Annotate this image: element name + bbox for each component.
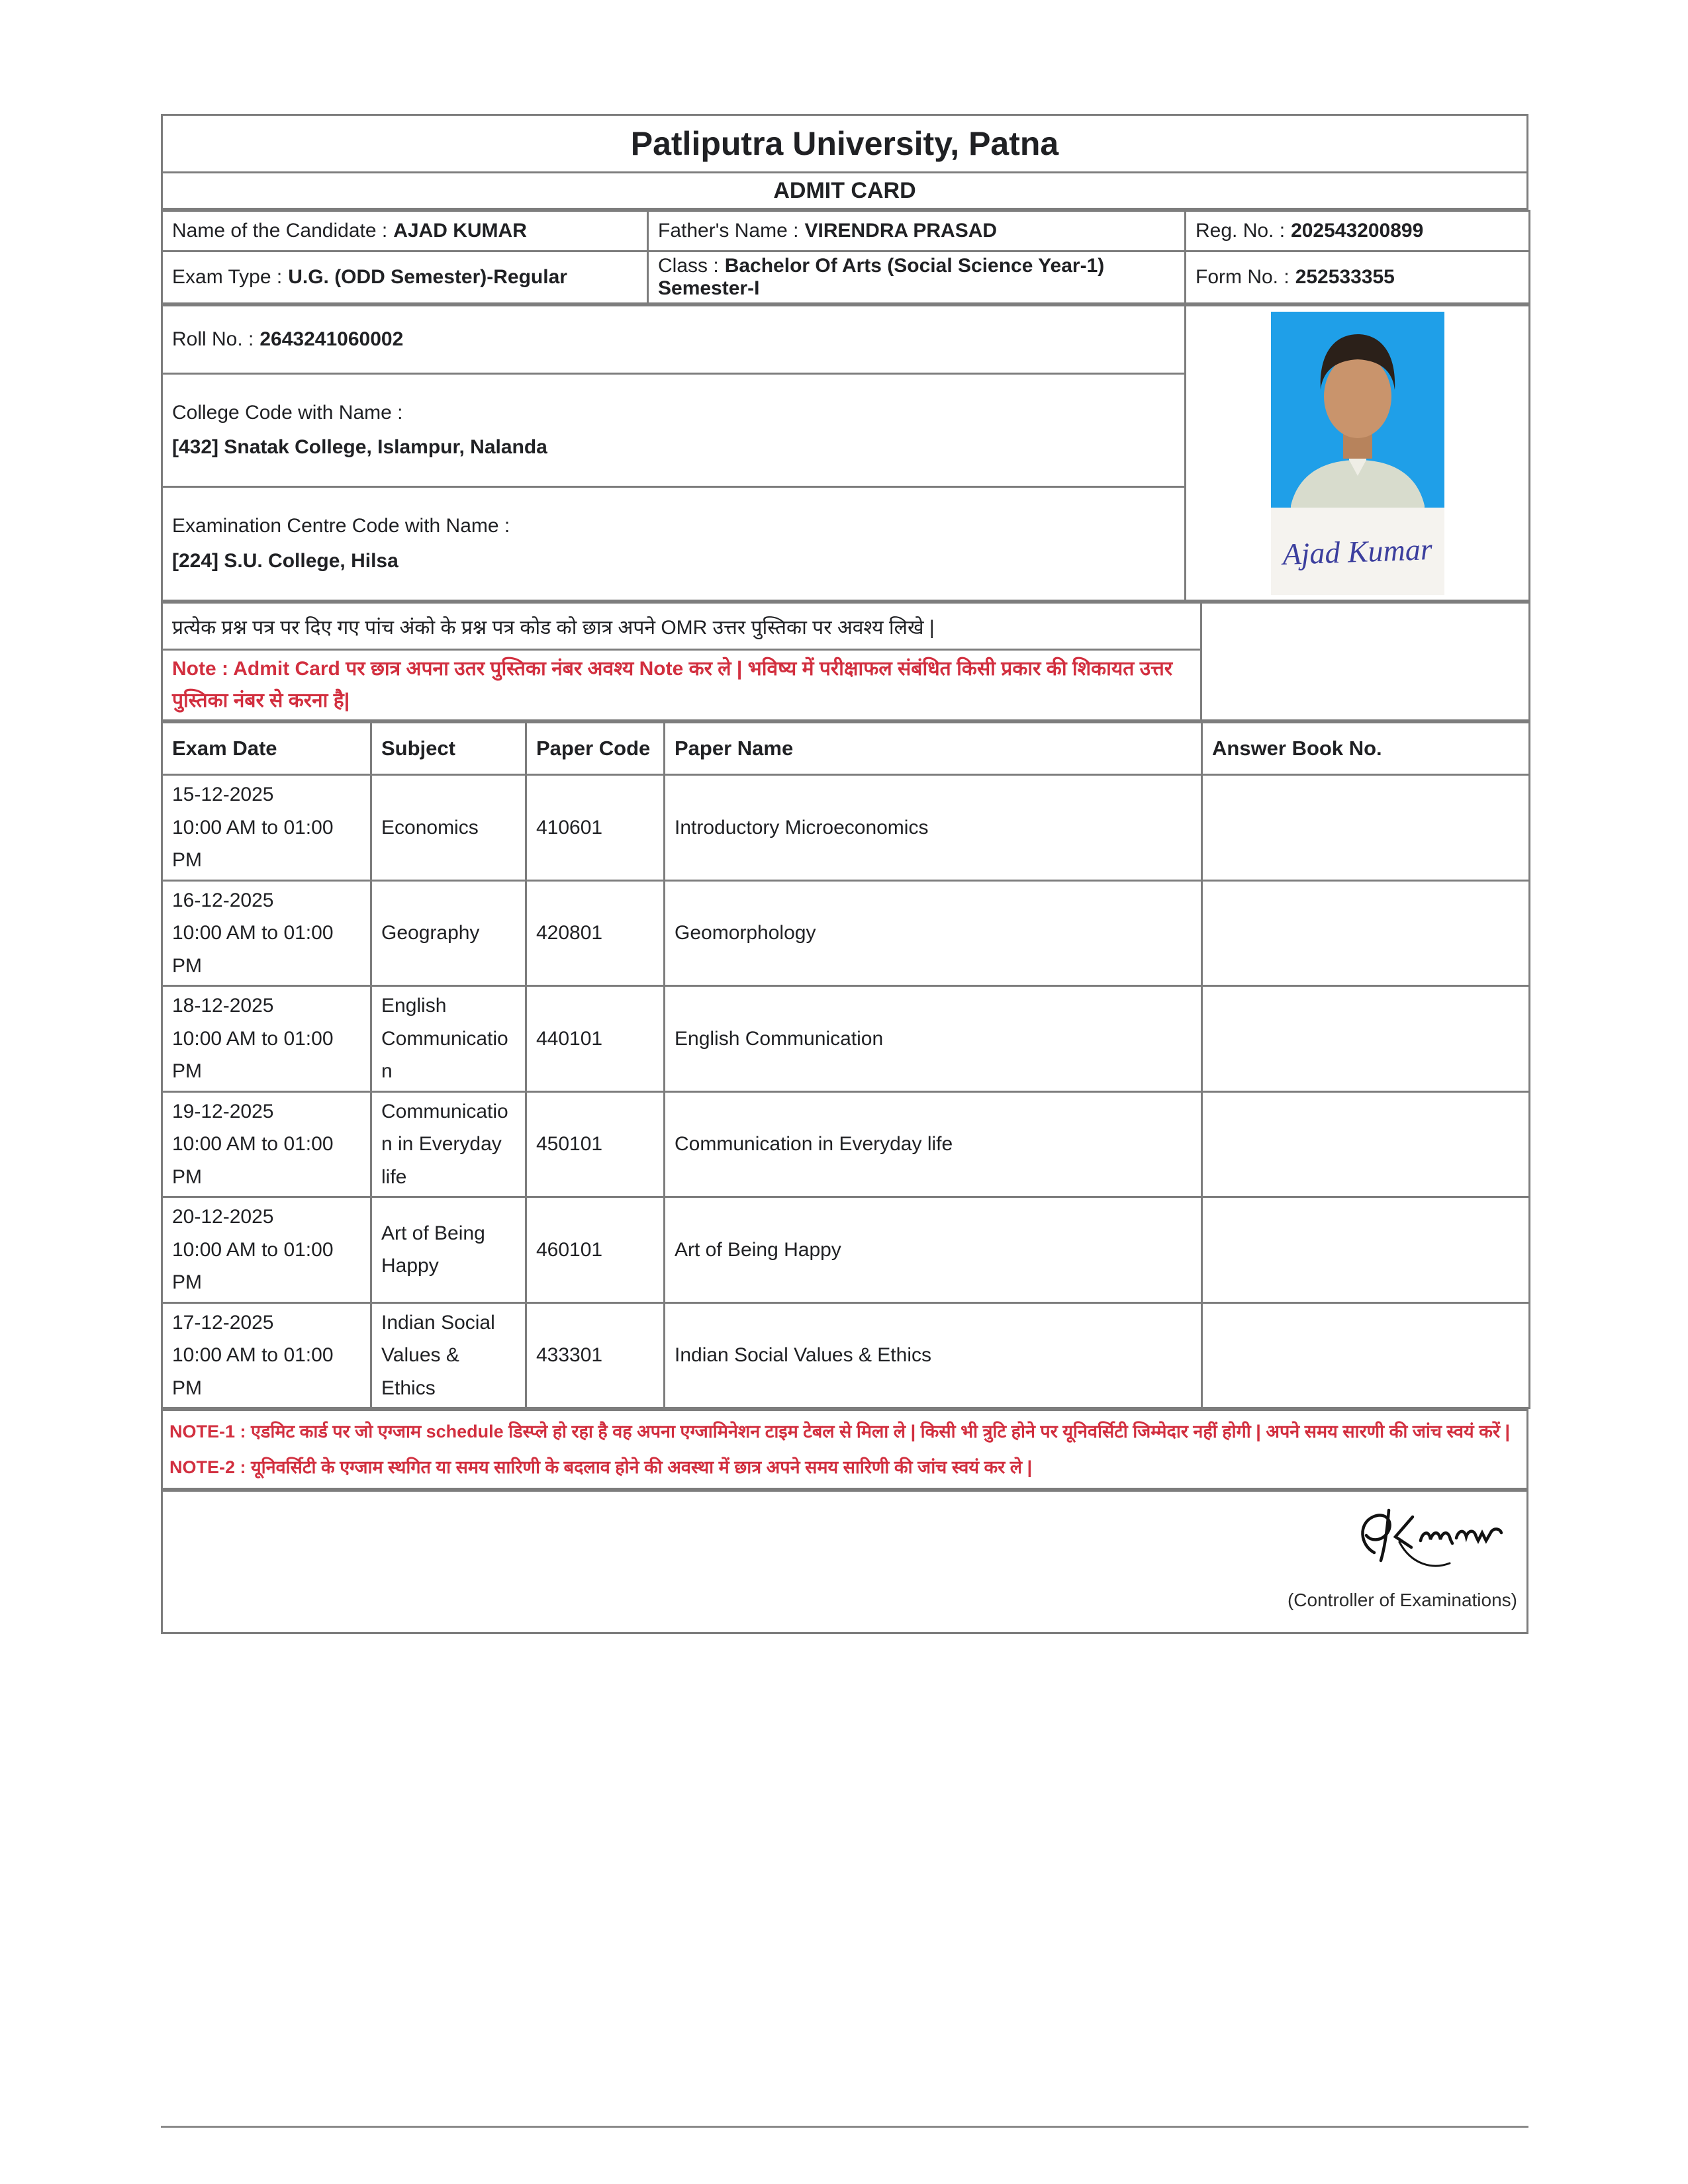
reg-no-cell: [1186, 211, 1530, 251]
col-header-answer-book-no: Answer Book No.: [1202, 723, 1530, 775]
subject-cell: Indian Social Values & Ethics: [371, 1302, 526, 1408]
controller-of-examinations-label: (Controller of Examinations): [1287, 1590, 1517, 1610]
paper-name-cell: English Communication: [665, 986, 1202, 1092]
paper-code-cell: 440101: [526, 986, 665, 1092]
red-note-text: Note : Admit Card पर छात्र अपना उतर पुस्तिका नंबर अवश्य Note कर ले | भविष्य में परीक्षाफल संबंधित किसी प्रकार की शिकायत उत्तर पुस्तिका नंबर से करना है|: [162, 650, 1201, 721]
college-cell: [162, 374, 1186, 487]
candidate-name-label: Name of the Candidate :: [172, 220, 388, 242]
signature-cell: [162, 1491, 1528, 1633]
roll-no-label: Roll No. :: [172, 328, 254, 350]
exam-type-value: U.G. (ODD Semester)-Regular: [288, 266, 567, 288]
reg-no-label: Reg. No. :: [1196, 220, 1286, 242]
paper-name-cell: Communication in Everyday life: [665, 1091, 1202, 1197]
form-no-value: 252533355: [1295, 266, 1395, 288]
class-cell: [648, 251, 1186, 304]
schedule-row: [162, 986, 1530, 1092]
signature-table: [161, 1490, 1528, 1634]
controller-signature: [1352, 1504, 1517, 1575]
father-name-value: VIRENDRA PRASAD: [804, 220, 998, 242]
exam-date-cell: 20-12-2025 10:00 AM to 01:00 PM: [162, 1197, 371, 1303]
reg-no-value: 202543200899: [1291, 220, 1424, 242]
answer-book-no-cell: [1202, 1302, 1530, 1408]
answer-book-no-cell: [1202, 986, 1530, 1092]
paper-name-cell: Geomorphology: [665, 880, 1202, 986]
col-header-paper-code: Paper Code: [526, 723, 665, 775]
paper-code-cell: 420801: [526, 880, 665, 986]
university-title: Patliputra University, Patna: [162, 115, 1528, 173]
roll-no-value: 2643241060002: [259, 328, 404, 350]
note-1-text: NOTE-1 : एडमिट कार्ड पर जो एग्जाम schedule डिस्प्ले हो रहा है वह अपना एग्जामिनेशन टाइम टेबल से मिला ले | किसी भी त्रुटि होने पर यूनिवर्सिटी जिम्मेदार नहीं होगी | अपने समय सारणी की जांच स्वयं करें |: [169, 1422, 1511, 1441]
admit-card-document: [161, 114, 1528, 1634]
subject-cell: Geography: [371, 880, 526, 986]
subject-cell: Economics: [371, 775, 526, 881]
form-no-label: Form No. :: [1196, 266, 1289, 288]
schedule-row: [162, 775, 1530, 881]
college-value: [432] Snatak College, Islampur, Nalanda: [172, 436, 547, 458]
schedule-row: [162, 1197, 1530, 1303]
exam-type-label: Exam Type :: [172, 266, 283, 288]
exam-centre-value: [224] S.U. College, Hilsa: [172, 549, 399, 572]
schedule-row: [162, 1302, 1530, 1408]
col-header-subject: Subject: [371, 723, 526, 775]
candidate-info-table: [161, 210, 1530, 304]
form-no-cell: [1186, 251, 1530, 304]
header-table: [161, 114, 1528, 210]
class-label: Class :: [658, 255, 719, 277]
omr-instruction-text: प्रत्येक प्रश्न पत्र पर दिए गए पांच अंको के प्रश्न पत्र कोड को छात्र अपने OMR उत्तर पुस्तिका पर अवश्य लिखे |: [162, 603, 1201, 650]
exam-date-cell: 17-12-2025 10:00 AM to 01:00 PM: [162, 1302, 371, 1408]
paper-code-cell: 460101: [526, 1197, 665, 1303]
paper-name-cell: Introductory Microeconomics: [665, 775, 1202, 881]
candidate-name-value: AJAD KUMAR: [393, 220, 527, 242]
candidate-name-cell: [162, 211, 648, 251]
schedule-header-row: [162, 723, 1530, 775]
college-label: College Code with Name :: [172, 401, 403, 424]
father-name-label: Father's Name :: [658, 220, 799, 242]
subject-cell: Communication in Everyday life: [371, 1091, 526, 1197]
exam-centre-cell: [162, 487, 1186, 601]
page-bottom-divider: [161, 2126, 1528, 2128]
subject-cell: Art of Being Happy: [371, 1197, 526, 1303]
exam-centre-label: Examination Centre Code with Name :: [172, 515, 510, 537]
class-value: Bachelor Of Arts (Social Science Year-1) Semester-I: [658, 255, 1105, 299]
schedule-row: [162, 1091, 1530, 1197]
paper-code-cell: 410601: [526, 775, 665, 881]
roll-no-cell: [162, 306, 1186, 374]
notes-cell: [162, 1410, 1528, 1489]
photo-signature-text: Ajad Kumar: [1282, 532, 1432, 571]
paper-code-cell: 450101: [526, 1091, 665, 1197]
schedule-row: [162, 880, 1530, 986]
subject-cell: English Communication: [371, 986, 526, 1092]
answer-book-no-cell: [1202, 1197, 1530, 1303]
exam-date-cell: 19-12-2025 10:00 AM to 01:00 PM: [162, 1091, 371, 1197]
exam-schedule-table: [161, 721, 1530, 1409]
candidate-photo-cell: [1186, 306, 1530, 601]
instructions-empty-cell: [1201, 603, 1530, 721]
exam-date-cell: 16-12-2025 10:00 AM to 01:00 PM: [162, 880, 371, 986]
exam-date-cell: 18-12-2025 10:00 AM to 01:00 PM: [162, 986, 371, 1092]
candidate-photo: [1271, 312, 1444, 595]
paper-name-cell: Indian Social Values & Ethics: [665, 1302, 1202, 1408]
answer-book-no-cell: [1202, 880, 1530, 986]
note-2-text: NOTE-2 : यूनिवर्सिटी के एग्जाम स्थगित या समय सारिणी के बदलाव होने की अवस्था में छात्र अपने समय सारिणी की जांच स्वयं कर ले |: [169, 1457, 1033, 1477]
paper-code-cell: 433301: [526, 1302, 665, 1408]
col-header-exam-date: Exam Date: [162, 723, 371, 775]
exam-type-cell: [162, 251, 648, 304]
roll-college-table: [161, 304, 1530, 602]
answer-book-no-cell: [1202, 775, 1530, 881]
father-name-cell: [648, 211, 1186, 251]
exam-date-cell: 15-12-2025 10:00 AM to 01:00 PM: [162, 775, 371, 881]
answer-book-no-cell: [1202, 1091, 1530, 1197]
paper-name-cell: Art of Being Happy: [665, 1197, 1202, 1303]
col-header-paper-name: Paper Name: [665, 723, 1202, 775]
instructions-table: [161, 602, 1530, 721]
notes-table: [161, 1409, 1528, 1490]
card-type-heading: ADMIT CARD: [162, 173, 1528, 209]
